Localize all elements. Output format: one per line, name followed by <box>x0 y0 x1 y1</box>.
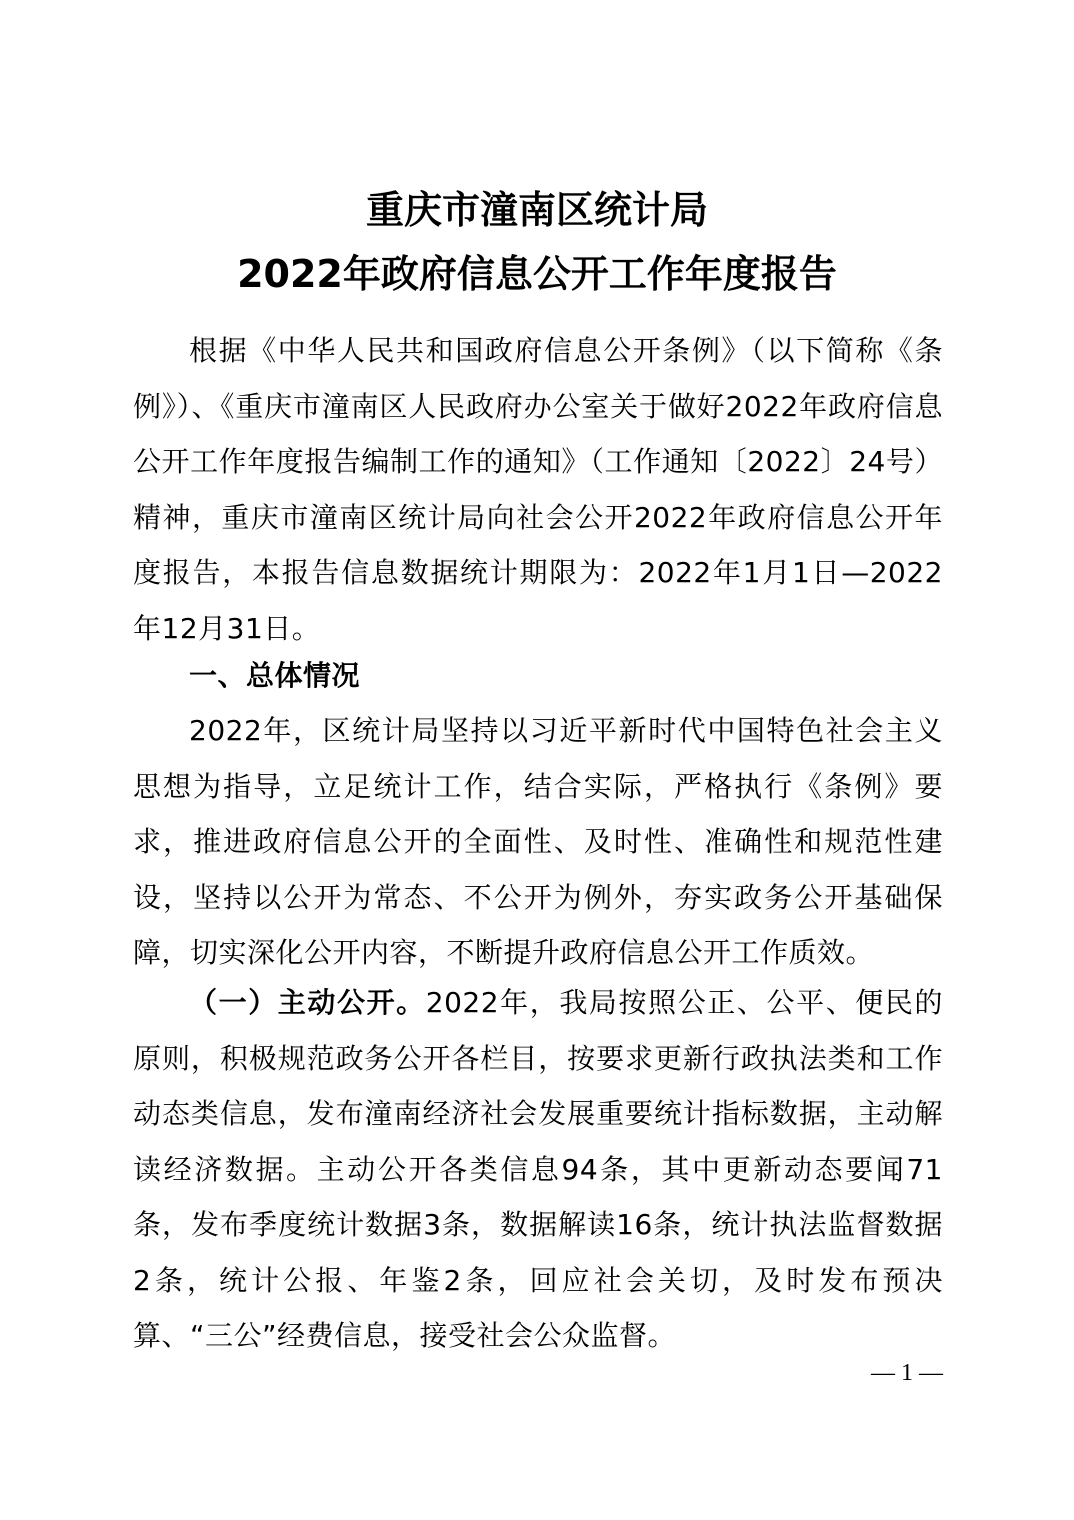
document-title-line2: 2022年政府信息公开工作年度报告 <box>237 252 837 296</box>
active-disclosure-body: 2022年，我局按照公正、公平、便民的原则，积极规范政务公开各栏目，按要求更新行政执法类和工作动态类信息，发布潼南经济社会发展重要统计指标数据，主动解读经济数据。主动公开各类信息94条，其中更新动态要闻71条，发布季度统计数据3条，数据解读16条，统计执法监督数据2条，统计公报、年鉴2条，回应社会关切，及时发布预决算、“三公”经费信息，接受社会公众监督。 <box>133 986 943 1352</box>
page-number: — 1 — <box>871 1360 943 1386</box>
active-disclosure-paragraph <box>133 975 943 1364</box>
section-heading-overview: 一、总体情况 <box>189 659 361 692</box>
document-title-line1: 重庆市潼南区统计局 <box>365 187 708 232</box>
subsection-heading-active-disclosure: （一）主动公开。 <box>189 986 426 1019</box>
intro-paragraph: 根据《中华人民共和国政府信息公开条例》（以下简称《条例》）、《重庆市潼南区人民政府办公室关于做好2022年政府信息公开工作年度报告编制工作的通知》（工作通知〔2022〕24号）精神，重庆市潼南区统计局向社会公开2022年政府信息公开年度报告，本报告信息数据统计期限为：2022年1月1日—2022年12月31日。 <box>133 334 943 645</box>
overview-paragraph: 2022年，区统计局坚持以习近平新时代中国特色社会主义思想为指导，立足统计工作，结合实际，严格执行《条例》要求，推进政府信息公开的全面性、及时性、准确性和规范性建设，坚持以公开为常态、不公开为例外，夯实政务公开基础保障，切实深化公开内容，不断提升政府信息公开工作质效。 <box>133 714 943 969</box>
